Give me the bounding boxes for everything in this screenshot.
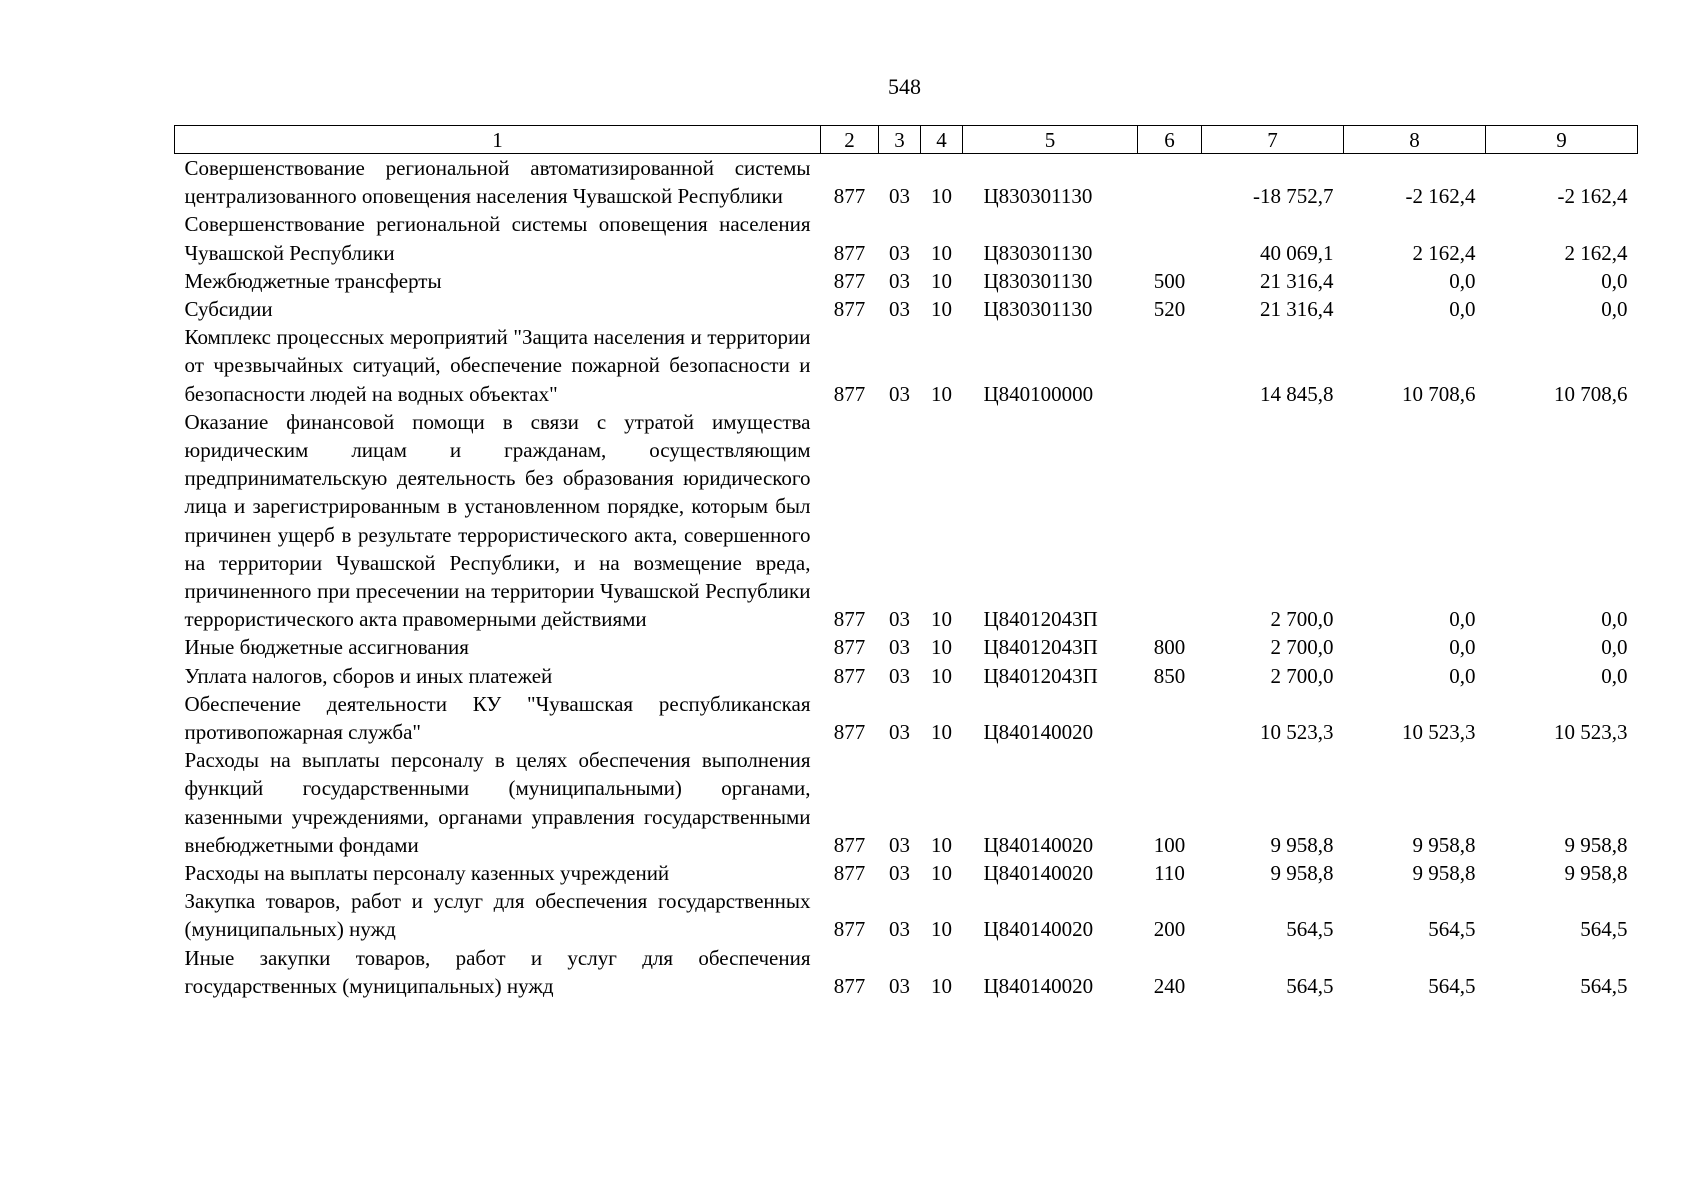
row-section: 03 xyxy=(889,720,910,745)
row-section: 03 xyxy=(889,240,910,265)
row-amount-col9: 10 523,3 xyxy=(1554,720,1628,745)
row-subsection: 10 xyxy=(931,720,952,745)
row-subsection: 10 xyxy=(931,381,952,406)
row-name: Обеспечение деятельности КУ "Чувашская республиканская противопожарная служба" xyxy=(184,691,811,745)
row-amount-col8: 0,0 xyxy=(1449,635,1476,660)
row-subsection: 10 xyxy=(931,973,952,998)
table-row xyxy=(175,690,1638,746)
row-name: Расходы на выплаты персоналу в целях обеспечения выполнения функций государственными (муниципальными) органами, казенными учреждениями, органами управления государственными внебюджетными фондами xyxy=(184,748,811,857)
table-body xyxy=(175,154,1638,1001)
row-amount-col8: -2 162,4 xyxy=(1405,184,1476,209)
row-amount-col7: 2 700,0 xyxy=(1270,663,1334,688)
row-section: 03 xyxy=(889,832,910,857)
row-amount-col8: 10 523,3 xyxy=(1402,720,1476,745)
row-amount-col8: 9 958,8 xyxy=(1412,832,1476,857)
row-section: 03 xyxy=(889,635,910,660)
row-admin-code: 877 xyxy=(833,861,866,886)
row-expense-type: 110 xyxy=(1154,861,1185,886)
row-target-article: Ц830301130 xyxy=(983,297,1093,322)
row-expense-type: 500 xyxy=(1153,268,1186,293)
row-amount-col9: 2 162,4 xyxy=(1564,240,1628,265)
table-row xyxy=(175,662,1638,690)
row-amount-col9: -2 162,4 xyxy=(1557,184,1628,209)
row-amount-col7: 564,5 xyxy=(1286,973,1334,998)
row-expense-type xyxy=(1138,690,1202,746)
row-section: 03 xyxy=(889,184,910,209)
row-amount-col9: 0,0 xyxy=(1601,297,1628,322)
row-admin-code: 877 xyxy=(833,184,866,209)
row-amount-col7: -18 752,7 xyxy=(1253,184,1334,209)
row-target-article: Ц84012043П xyxy=(983,607,1098,632)
table-row xyxy=(175,154,1638,211)
table-row xyxy=(175,944,1638,1000)
row-amount-col7: 9 958,8 xyxy=(1270,861,1334,886)
row-target-article: Ц830301130 xyxy=(983,268,1093,293)
table-row xyxy=(175,859,1638,887)
table-row xyxy=(175,267,1638,295)
row-admin-code: 877 xyxy=(833,635,866,660)
row-name: Оказание финансовой помощи в связи с утратой имущества юридическим лицам и гражданам, осуществляющим предпринимательскую деятельность без образования юридического лица и зарегистрированным в установленном порядке, которым был причинен ущерб в результате террористического акта, совершенного на территории Чувашской Республики, и на возмещение вреда, причиненного при пресечении на территории Чувашской Республики террористического акта правомерными действиями xyxy=(184,409,811,632)
row-amount-col7: 2 700,0 xyxy=(1270,635,1334,660)
row-expense-type xyxy=(1138,210,1202,266)
table-row xyxy=(175,295,1638,323)
column-header-8: 8 xyxy=(1344,126,1486,154)
row-admin-code: 877 xyxy=(833,720,866,745)
row-subsection: 10 xyxy=(931,297,952,322)
column-header-6: 6 xyxy=(1138,126,1202,154)
row-amount-col8: 2 162,4 xyxy=(1412,240,1476,265)
row-amount-col7: 10 523,3 xyxy=(1260,720,1334,745)
row-name: Закупка товаров, работ и услуг для обеспечения государственных (муниципальных) нужд xyxy=(184,889,811,942)
row-amount-col8: 564,5 xyxy=(1428,973,1476,998)
row-amount-col8: 0,0 xyxy=(1449,297,1476,322)
row-name: Субсидии xyxy=(184,297,273,322)
table-row xyxy=(175,633,1638,661)
row-name: Уплата налогов, сборов и иных платежей xyxy=(184,663,553,688)
row-amount-col7: 9 958,8 xyxy=(1270,832,1334,857)
row-amount-col9: 564,5 xyxy=(1580,973,1628,998)
row-expense-type: 200 xyxy=(1153,917,1186,942)
row-subsection: 10 xyxy=(931,832,952,857)
row-section: 03 xyxy=(889,861,910,886)
row-amount-col7: 14 845,8 xyxy=(1260,381,1334,406)
table-row xyxy=(175,210,1638,266)
row-admin-code: 877 xyxy=(833,607,866,632)
row-target-article: Ц840140020 xyxy=(983,861,1094,886)
row-target-article: Ц840140020 xyxy=(983,832,1094,857)
row-admin-code: 877 xyxy=(833,381,866,406)
row-amount-col7: 564,5 xyxy=(1286,917,1334,942)
row-amount-col9: 10 708,6 xyxy=(1554,381,1628,406)
table-row xyxy=(175,408,1638,634)
table-row xyxy=(175,323,1638,408)
row-expense-type: 520 xyxy=(1153,297,1186,322)
row-expense-type: 100 xyxy=(1153,832,1186,857)
row-subsection: 10 xyxy=(931,861,952,886)
row-amount-col9: 0,0 xyxy=(1601,607,1628,632)
column-header-4: 4 xyxy=(921,126,963,154)
row-name: Межбюджетные трансферты xyxy=(184,268,442,293)
row-amount-col9: 9 958,8 xyxy=(1564,861,1628,886)
row-amount-col9: 0,0 xyxy=(1601,268,1628,293)
table-row xyxy=(175,746,1638,859)
row-section: 03 xyxy=(889,607,910,632)
table-row xyxy=(175,887,1638,943)
row-amount-col8: 564,5 xyxy=(1428,917,1476,942)
row-amount-col8: 0,0 xyxy=(1449,663,1476,688)
row-target-article: Ц830301130 xyxy=(983,184,1093,209)
row-subsection: 10 xyxy=(931,240,952,265)
row-name: Совершенствование региональной автоматизированной системы централизованного оповещения населения Чувашской Республики xyxy=(184,156,811,209)
column-number-row xyxy=(175,126,1638,154)
row-subsection: 10 xyxy=(931,268,952,293)
row-amount-col9: 0,0 xyxy=(1601,635,1628,660)
row-target-article: Ц830301130 xyxy=(983,240,1093,265)
row-section: 03 xyxy=(889,663,910,688)
row-section: 03 xyxy=(889,917,910,942)
row-section: 03 xyxy=(889,297,910,322)
row-expense-type: 800 xyxy=(1153,635,1186,660)
row-name: Иные бюджетные ассигнования xyxy=(184,635,469,660)
row-admin-code: 877 xyxy=(833,832,866,857)
row-subsection: 10 xyxy=(931,607,952,632)
row-amount-col8: 0,0 xyxy=(1449,268,1476,293)
row-name: Расходы на выплаты персоналу казенных учреждений xyxy=(184,861,670,886)
row-expense-type xyxy=(1138,408,1202,634)
column-header-3: 3 xyxy=(879,126,921,154)
row-subsection: 10 xyxy=(931,917,952,942)
row-amount-col8: 9 958,8 xyxy=(1412,861,1476,886)
row-expense-type xyxy=(1138,323,1202,408)
row-section: 03 xyxy=(889,381,910,406)
row-name: Комплекс процессных мероприятий "Защита населения и территории от чрезвычайных ситуаций, обеспечение пожарной безопасности и безопасности людей на водных объектах" xyxy=(184,325,811,406)
row-name: Иные закупки товаров, работ и услуг для обеспечения государственных (муниципальных) нужд xyxy=(184,945,811,998)
row-subsection: 10 xyxy=(931,184,952,209)
row-admin-code: 877 xyxy=(833,917,866,942)
row-admin-code: 877 xyxy=(833,297,866,322)
row-admin-code: 877 xyxy=(833,973,866,998)
page-number: 548 xyxy=(888,74,921,99)
row-amount-col9: 0,0 xyxy=(1601,663,1628,688)
row-admin-code: 877 xyxy=(833,663,866,688)
column-header-5: 5 xyxy=(963,126,1138,154)
row-section: 03 xyxy=(889,973,910,998)
row-amount-col9: 9 958,8 xyxy=(1564,832,1628,857)
row-admin-code: 877 xyxy=(833,268,866,293)
row-amount-col8: 0,0 xyxy=(1449,607,1476,632)
column-header-7: 7 xyxy=(1202,126,1344,154)
row-target-article: Ц84012043П xyxy=(983,635,1098,660)
row-expense-type: 850 xyxy=(1153,663,1186,688)
row-amount-col7: 2 700,0 xyxy=(1270,607,1334,632)
budget-table xyxy=(174,125,1638,1000)
row-amount-col9: 564,5 xyxy=(1580,917,1628,942)
row-expense-type: 240 xyxy=(1153,973,1186,998)
column-header-1: 1 xyxy=(175,126,821,154)
row-amount-col7: 40 069,1 xyxy=(1260,240,1334,265)
row-target-article: Ц840140020 xyxy=(983,917,1094,942)
row-amount-col8: 10 708,6 xyxy=(1402,381,1476,406)
row-target-article: Ц840140020 xyxy=(983,973,1094,998)
row-admin-code: 877 xyxy=(833,240,866,265)
row-subsection: 10 xyxy=(931,635,952,660)
column-header-9: 9 xyxy=(1486,126,1638,154)
row-expense-type xyxy=(1138,154,1202,211)
row-amount-col7: 21 316,4 xyxy=(1260,268,1334,293)
row-amount-col7: 21 316,4 xyxy=(1260,297,1334,322)
row-target-article: Ц840100000 xyxy=(983,381,1094,406)
row-subsection: 10 xyxy=(931,663,952,688)
row-target-article: Ц84012043П xyxy=(983,663,1098,688)
row-target-article: Ц840140020 xyxy=(983,720,1094,745)
column-header-2: 2 xyxy=(821,126,879,154)
row-section: 03 xyxy=(889,268,910,293)
row-name: Совершенствование региональной системы оповещения населения Чувашской Республики xyxy=(184,212,811,265)
